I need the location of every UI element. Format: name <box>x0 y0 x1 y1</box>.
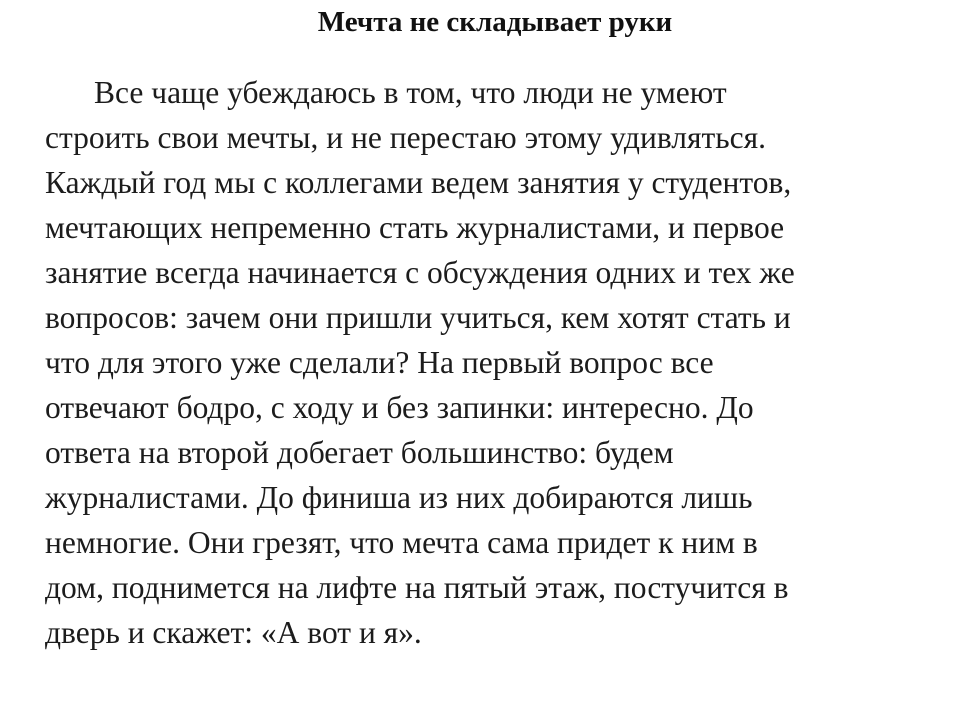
document-paragraph <box>45 70 925 655</box>
paragraph-line-2: строить свои мечты, и не перестаю этому удивляться. <box>45 120 766 155</box>
paragraph-line-7: что для этого уже сделали? На первый вопрос все <box>45 345 714 380</box>
paragraph-line-5: занятие всегда начинается с обсуждения одних и тех же <box>45 255 795 290</box>
paragraph-line-12: дом, поднимется на лифте на пятый этаж, постучится в <box>45 570 789 605</box>
paragraph-line-6: вопросов: зачем они пришли учиться, кем хотят стать и <box>45 300 791 335</box>
document-title: Мечта не складывает руки <box>317 6 673 38</box>
paragraph-line-9: ответа на второй добегает большинство: будем <box>45 435 674 470</box>
paragraph-line-1: Все чаще убеждаюсь в том, что люди не умеют <box>94 75 727 110</box>
paragraph-line-10: журналистами. До финиша из них добираются лишь <box>45 480 753 515</box>
paragraph-line-3: Каждый год мы с коллегами ведем занятия у студентов, <box>45 165 792 200</box>
paragraph-line-11: немногие. Они грезят, что мечта сама придет к ним в <box>45 525 758 560</box>
paragraph-line-4: мечтающих непременно стать журналистами, и первое <box>45 210 785 245</box>
paragraph-line-13: дверь и скажет: «А вот и я». <box>45 615 422 650</box>
paragraph-line-8: отвечают бодро, с ходу и без запинки: интересно. До <box>45 390 754 425</box>
